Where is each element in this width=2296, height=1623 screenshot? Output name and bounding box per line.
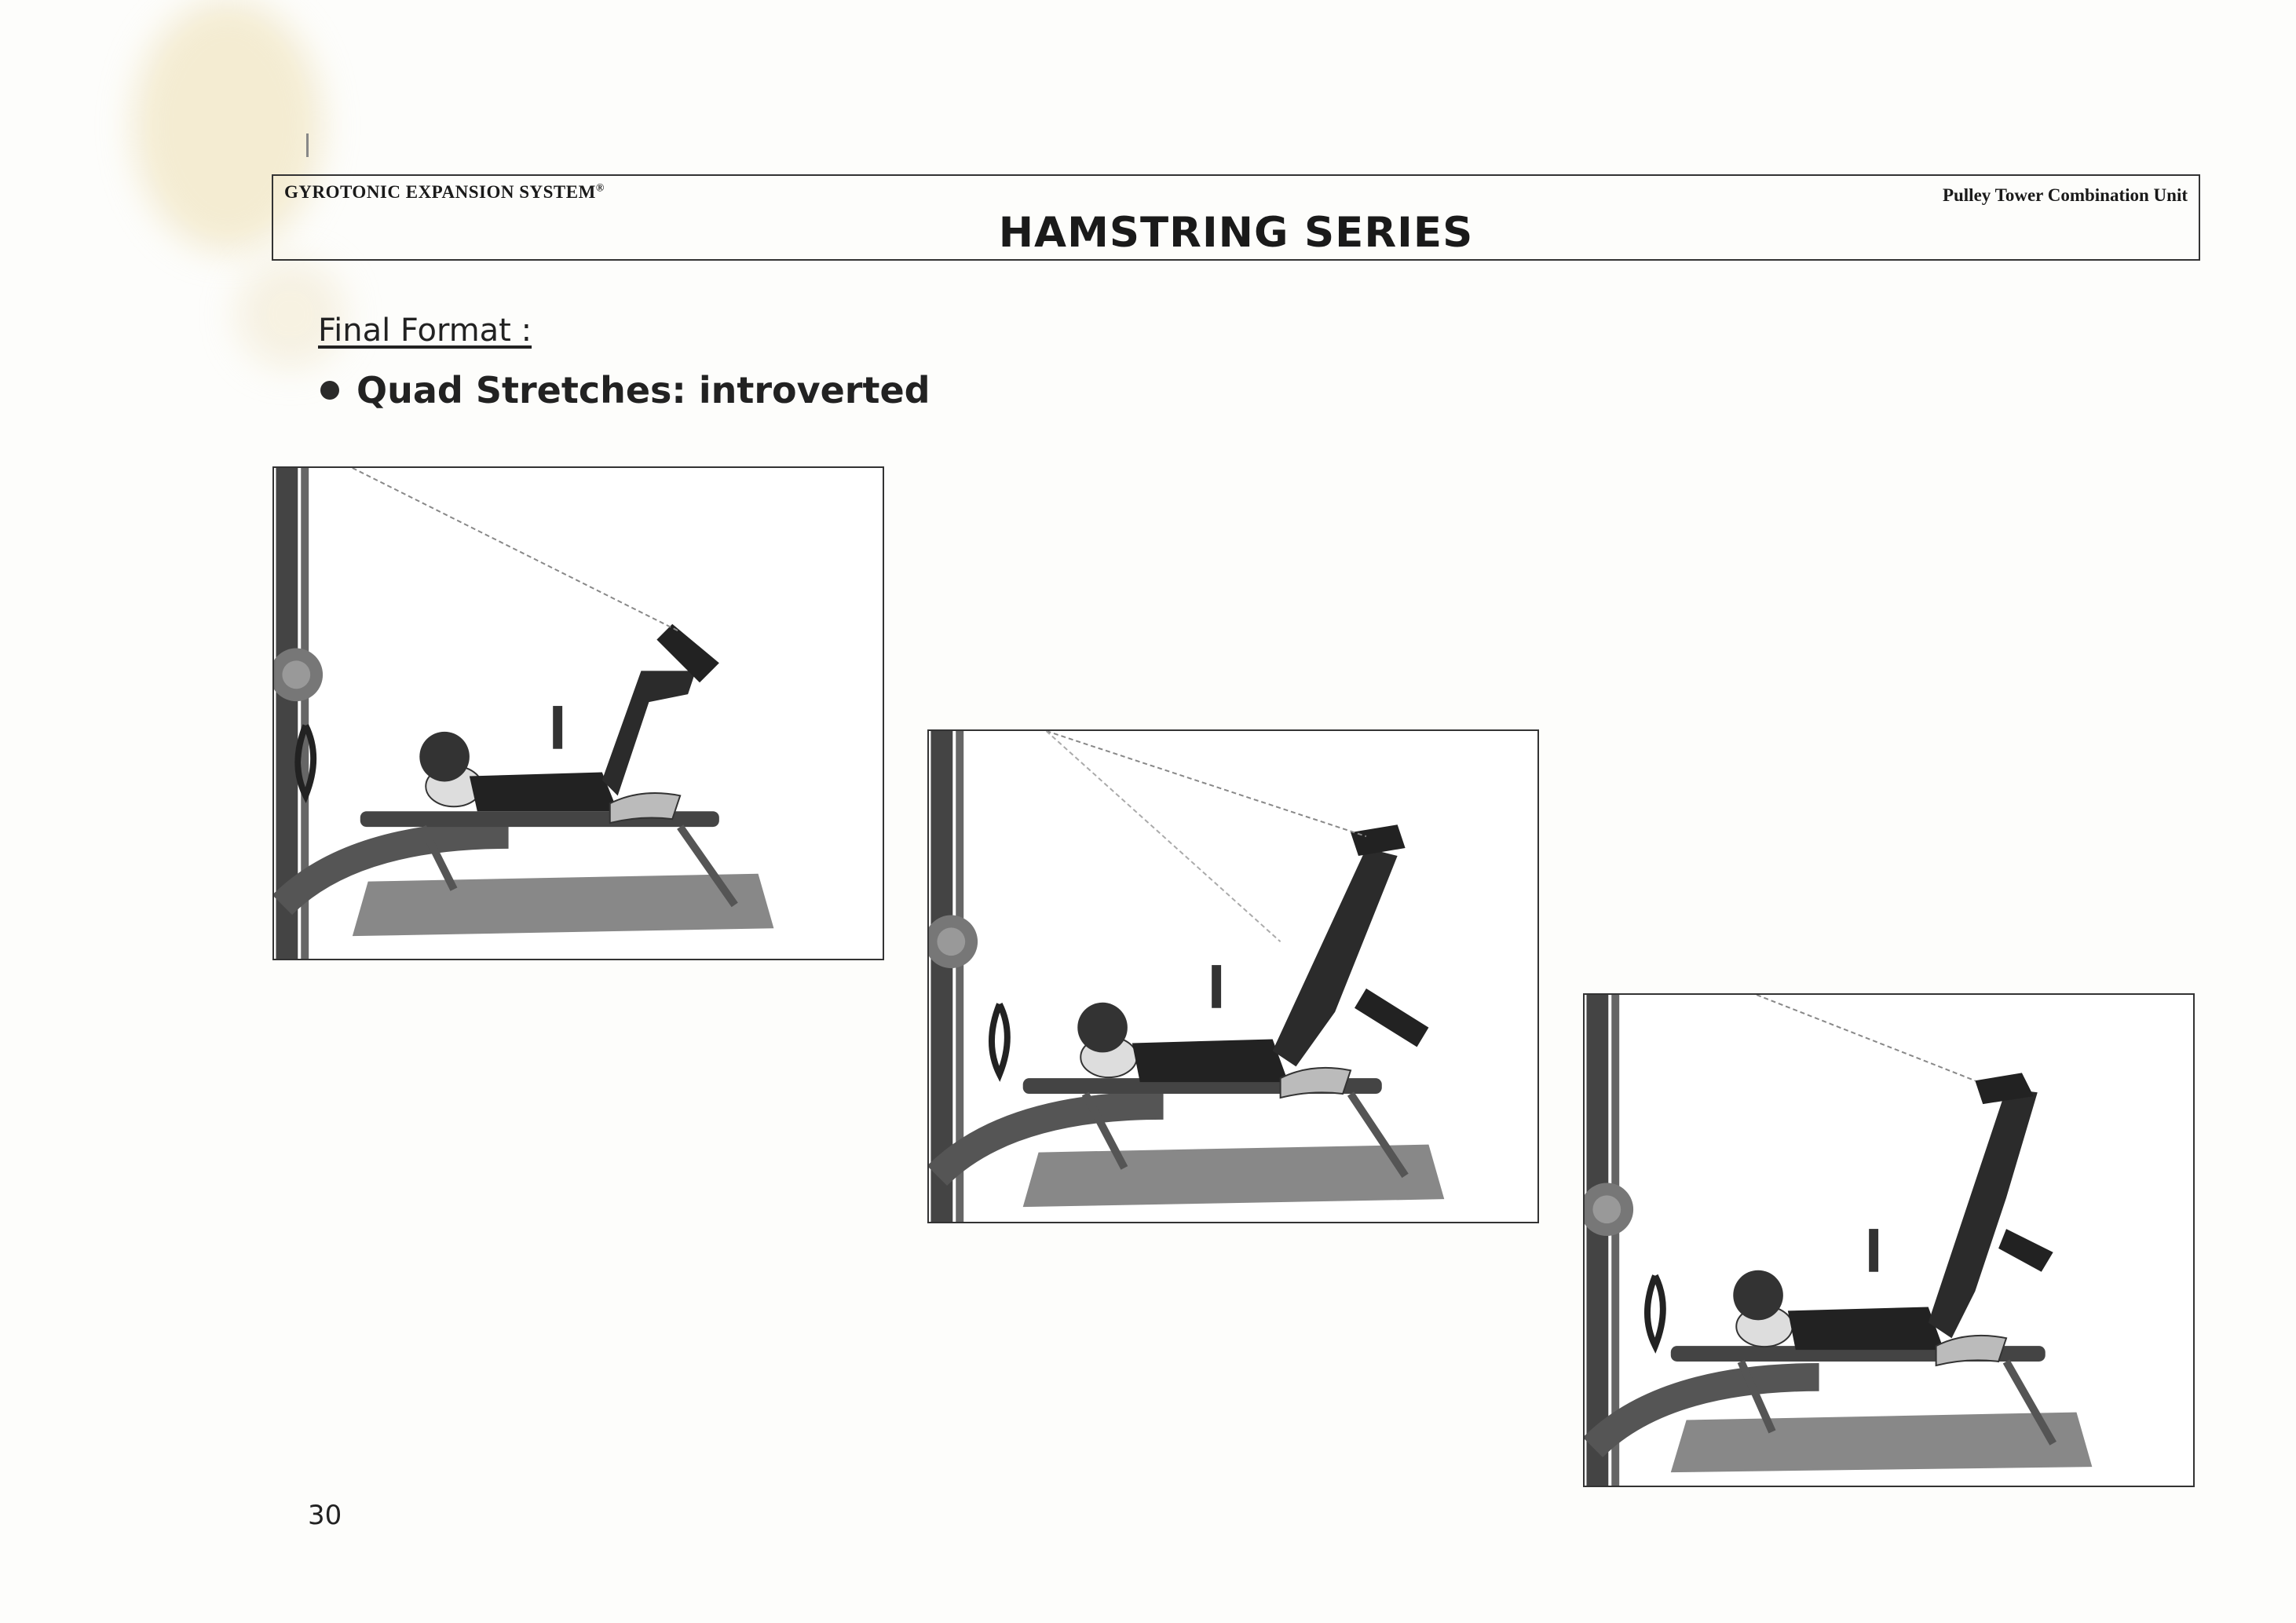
page-title: HAMSTRING SERIES — [998, 209, 1474, 257]
photo-position-2 — [927, 729, 1539, 1223]
brand-name: GYROTONIC EXPANSION SYSTEM® — [284, 182, 605, 202]
photo-position-3 — [1583, 993, 2195, 1487]
page-number: 30 — [308, 1500, 342, 1531]
exercise-photo-2 — [929, 731, 1537, 1222]
header-box — [272, 174, 2200, 261]
exercise-photo-3 — [1585, 995, 2193, 1486]
bullet-dot-icon — [320, 381, 339, 400]
bullet-text: Quad Stretches: introverted — [356, 369, 930, 411]
unit-name: Pulley Tower Combination Unit — [1942, 185, 2188, 205]
scan-mark — [306, 133, 309, 157]
exercise-photo-1 — [274, 468, 883, 959]
section-label: Final Format : — [318, 313, 532, 349]
photo-position-1 — [272, 466, 884, 960]
bullet-item — [320, 369, 930, 411]
